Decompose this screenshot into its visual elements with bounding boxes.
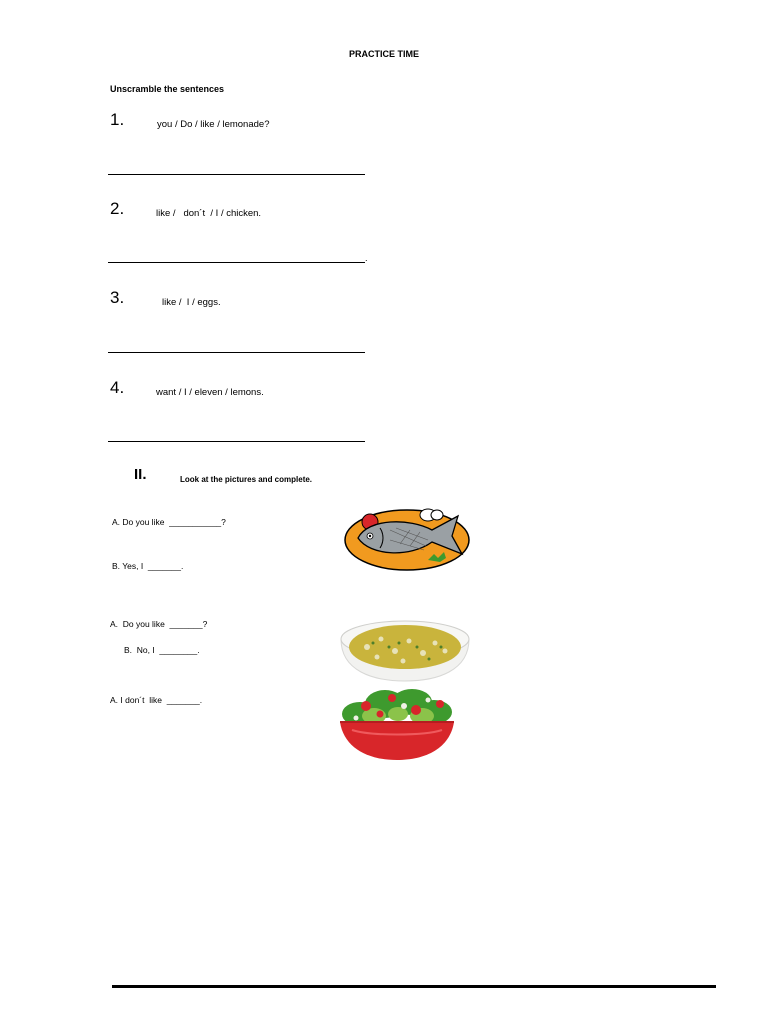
item-4-answer-line[interactable] bbox=[108, 441, 365, 442]
item-3-prompt: like / I / eggs. bbox=[162, 297, 221, 308]
section2-numeral: II. bbox=[134, 466, 147, 483]
dialog-2-answer[interactable]: B. No, I ________. bbox=[124, 645, 200, 655]
item-1-prompt: you / Do / like / lemonade? bbox=[157, 119, 270, 130]
item-1-number: 1. bbox=[110, 110, 125, 129]
section2-instruction: Look at the pictures and complete. bbox=[180, 475, 313, 484]
page-title: PRACTICE TIME bbox=[348, 49, 419, 59]
dialog-1-question[interactable]: A. Do you like ___________? bbox=[112, 517, 226, 527]
item-4-number: 4. bbox=[110, 378, 125, 397]
section1-instruction: Unscramble the sentences bbox=[110, 84, 225, 94]
soup-bowl-icon bbox=[337, 617, 473, 683]
item-1-answer-line[interactable] bbox=[108, 174, 365, 175]
dialog-3-statement[interactable]: A. I don´t like _______. bbox=[110, 695, 203, 705]
fish-on-plate-icon bbox=[340, 500, 477, 576]
salad-bowl-icon bbox=[330, 684, 464, 766]
item-4-prompt: want / I / eleven / lemons. bbox=[156, 387, 264, 398]
item-2-prompt: like / don´t / I / chicken. bbox=[156, 208, 262, 219]
item-3-answer-line[interactable] bbox=[108, 352, 365, 353]
item-3-number: 3. bbox=[110, 288, 125, 307]
item-2-trailing-period: . bbox=[365, 253, 368, 263]
item-2-answer-line[interactable] bbox=[108, 262, 365, 263]
item-2-number: 2. bbox=[110, 199, 125, 218]
footer-rule bbox=[112, 985, 716, 988]
dialog-1-answer[interactable]: B. Yes, I _______. bbox=[112, 561, 184, 571]
dialog-2-question[interactable]: A. Do you like _______? bbox=[110, 619, 208, 629]
